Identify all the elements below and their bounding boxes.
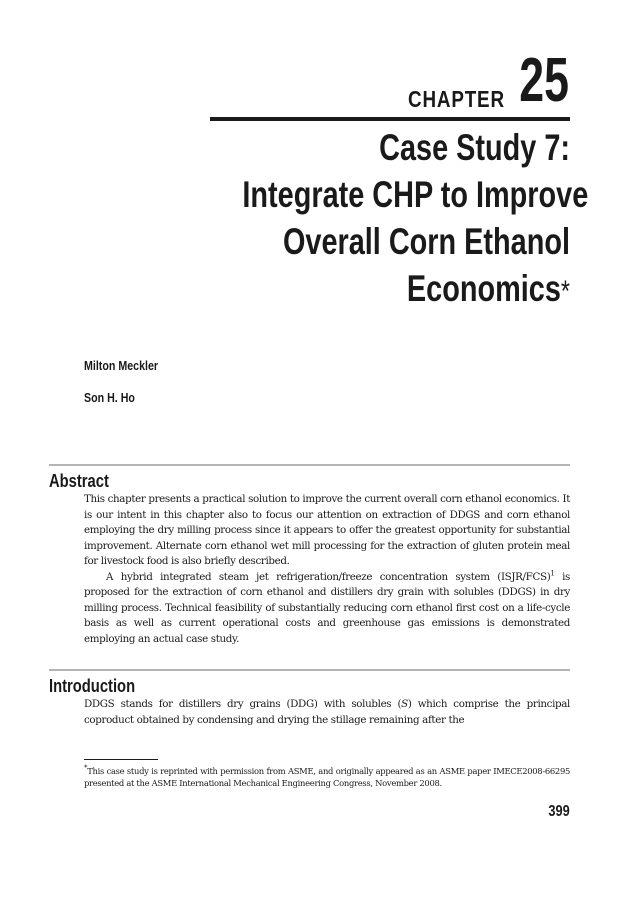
- abstract-text: A hybrid integrated steam jet refrigeration/freeze concentration system (ISJR/FCS): [106, 570, 551, 583]
- reference-mark: 1: [550, 569, 555, 578]
- footnote-mark: *: [84, 764, 88, 773]
- chapter-rule: [210, 117, 570, 121]
- abstract-paragraph: This chapter presents a practical solution to improve the current overall corn ethanol economics. It is our intent in this chapter also to focus our attention on extraction of DDGS and corn ethanol employing the dry milling process since it appears to offer the greatest opportunity for substantial improvement. Alternate corn ethanol wet mill processing for the extraction of gluten protein meal for livestock food is also briefly described.: [84, 493, 570, 567]
- abstract-divider: [49, 464, 570, 466]
- footnote-rule: [84, 759, 158, 760]
- abstract-text: is proposed for the extraction of corn ethanol and distillers dry grain with solubles (DDGS) in dry milling process. Technical feasibility of substantially reducing corn ethanol first cost on a life-cycle basis as well as current operational costs and greenhouse gas emissions is demonstrated employing an actual case study.: [84, 570, 570, 645]
- chapter-title: [150, 124, 589, 315]
- introduction-text: DDGS stands for distillers dry grains (DDG) with solubles (: [84, 698, 402, 710]
- footnote: [84, 765, 570, 789]
- chapter-number: 25: [519, 46, 569, 115]
- footnote-text: This case study is reprinted with permission from ASME, and originally appeared as an ASME paper IMECE2008-66295 presented at the ASME International Mechanical Engineering Congress, November 2008.: [84, 766, 570, 788]
- introduction-italic: S: [401, 698, 408, 710]
- chapter-title-line: Overall Corn Ethanol: [282, 221, 570, 262]
- author-name: Son H. Ho: [84, 390, 135, 405]
- abstract-heading: Abstract: [49, 471, 109, 491]
- page-number: 399: [548, 803, 570, 820]
- chapter-title-line-last: [242, 265, 570, 315]
- title-footnote-mark: *: [560, 275, 570, 308]
- introduction-text: ) which comprise the principal coproduct obtained by condensing and drying the stillage remaining after the: [84, 698, 571, 726]
- introduction-divider: [49, 669, 570, 671]
- chapter-title-line: Integrate CHP to Improve: [242, 174, 589, 215]
- abstract-paragraph: [84, 570, 570, 648]
- introduction-body: [84, 697, 570, 728]
- introduction-heading: Introduction: [49, 676, 136, 696]
- abstract-body: [84, 492, 570, 647]
- chapter-title-line: Economics: [406, 268, 561, 309]
- chapter-title-line: Case Study 7:: [379, 127, 570, 168]
- introduction-paragraph: [84, 697, 570, 728]
- author-name: Milton Meckler: [84, 358, 159, 373]
- chapter-label: CHAPTER: [408, 86, 505, 112]
